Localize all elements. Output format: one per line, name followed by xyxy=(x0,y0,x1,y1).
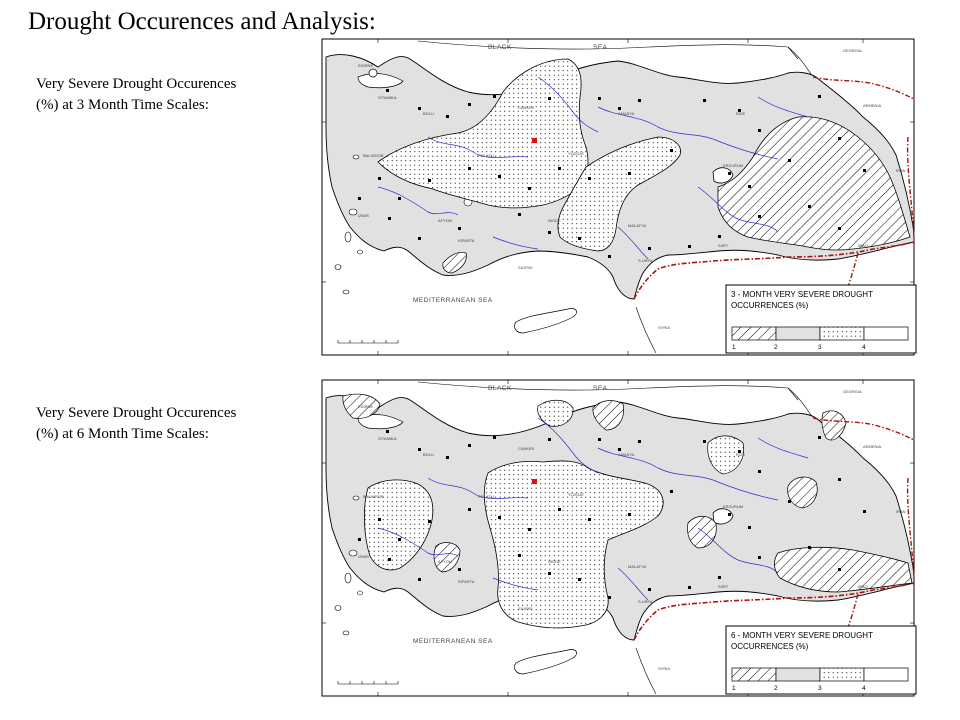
svg-text:MALATYA: MALATYA xyxy=(628,564,647,569)
caption-6-month-line2: (%) at 6 Month Time Scales: xyxy=(36,426,209,442)
svg-text:ISTANBUL: ISTANBUL xyxy=(378,95,398,100)
svg-text:YOZGAT: YOZGAT xyxy=(568,151,585,156)
legend-6-month xyxy=(726,626,916,694)
legend-label-1: 1 xyxy=(732,344,736,351)
label-iran: IRAN xyxy=(896,168,906,173)
svg-text:SIIRT: SIIRT xyxy=(718,584,729,589)
svg-text:BALIKESIR: BALIKESIR xyxy=(363,153,384,158)
legend-label-1: 1 xyxy=(732,685,736,692)
legend-title-line2: OCCURRENCES (%) xyxy=(731,642,809,651)
label-iran: IRAN xyxy=(896,509,906,514)
label-syria: SYRIA xyxy=(658,666,671,671)
svg-text:ERZURUM: ERZURUM xyxy=(723,163,743,168)
caption-6-month xyxy=(36,403,306,445)
svg-text:AMASYA: AMASYA xyxy=(618,111,635,116)
drought-map-6-month xyxy=(318,378,918,698)
caption-6-month-line1: Very Severe Drought Occurences xyxy=(36,405,237,421)
legend-swatch-class4 xyxy=(864,327,908,340)
legend-label-4: 4 xyxy=(862,685,866,692)
svg-text:ISPARTA: ISPARTA xyxy=(458,238,475,243)
legend-swatch-class4 xyxy=(864,668,908,681)
legend-label-3: 3 xyxy=(818,685,822,692)
ankara-capital-marker xyxy=(532,479,537,484)
label-black: BLACK xyxy=(488,44,512,51)
svg-text:IZMIR: IZMIR xyxy=(358,213,369,218)
legend-label-3: 3 xyxy=(818,344,822,351)
svg-text:NIGDE: NIGDE xyxy=(548,559,561,564)
label-sea: SEA xyxy=(593,385,608,392)
legend-title-line2: OCCURRENCES (%) xyxy=(731,301,809,310)
svg-text:SIIRT: SIIRT xyxy=(718,243,729,248)
svg-text:CANKIRI: CANKIRI xyxy=(518,446,535,451)
svg-text:AFYON: AFYON xyxy=(438,218,452,223)
svg-text:S.URFA: S.URFA xyxy=(638,258,653,263)
legend-title-line1: 3 - MONTH VERY SEVERE DROUGHT xyxy=(731,290,873,299)
label-black: BLACK xyxy=(488,385,512,392)
svg-text:S.URFA: S.URFA xyxy=(638,599,653,604)
legend-swatch-class3 xyxy=(820,668,864,681)
caption-3-month-line1: Very Severe Drought Occurences xyxy=(36,76,237,92)
label-mediterranean: MEDITERRANEAN SEA xyxy=(413,638,493,645)
svg-text:ERZURUM: ERZURUM xyxy=(723,504,743,509)
svg-text:AMASYA: AMASYA xyxy=(618,452,635,457)
svg-text:NIGDE: NIGDE xyxy=(548,218,561,223)
legend-title-line1: 6 - MONTH VERY SEVERE DROUGHT xyxy=(731,631,873,640)
svg-text:BOLU: BOLU xyxy=(423,111,434,116)
svg-text:EDIRNE: EDIRNE xyxy=(358,63,374,68)
legend-label-2: 2 xyxy=(774,344,778,351)
slide-title: Drought Occurences and Analysis: xyxy=(28,8,376,35)
label-mediterranean: MEDITERRANEAN SEA xyxy=(413,297,493,304)
caption-3-month xyxy=(36,74,306,116)
svg-text:BOLU: BOLU xyxy=(423,452,434,457)
label-iraq: IRAQ xyxy=(858,243,868,248)
svg-text:AFYON: AFYON xyxy=(438,559,452,564)
label-sea: SEA xyxy=(593,44,608,51)
legend-label-4: 4 xyxy=(862,344,866,351)
svg-text:POLATLI: POLATLI xyxy=(478,494,495,499)
svg-text:ISPARTA: ISPARTA xyxy=(458,579,475,584)
svg-text:RIZE: RIZE xyxy=(736,111,746,116)
label-georgia: GEORGIA xyxy=(843,48,862,53)
legend-swatch-class1 xyxy=(732,668,776,681)
legend-label-2: 2 xyxy=(774,685,778,692)
legend-3-month xyxy=(726,285,916,353)
label-armenia: ARMENIA xyxy=(863,444,882,449)
legend-swatch-class2 xyxy=(776,327,820,340)
svg-text:POLATLI: POLATLI xyxy=(478,153,495,158)
lake-istanbul xyxy=(369,69,377,77)
caption-3-month-line2: (%) at 3 Month Time Scales: xyxy=(36,97,209,113)
svg-text:MALATYA: MALATYA xyxy=(628,223,647,228)
svg-text:RIZE: RIZE xyxy=(736,452,746,457)
label-iraq: IRAQ xyxy=(858,584,868,589)
svg-text:IZMIR: IZMIR xyxy=(358,554,369,559)
svg-text:SILIFKE: SILIFKE xyxy=(518,606,533,611)
svg-text:CANKIRI: CANKIRI xyxy=(518,105,535,110)
svg-text:SILIFKE: SILIFKE xyxy=(518,265,533,270)
svg-text:YOZGAT: YOZGAT xyxy=(568,492,585,497)
legend-swatch-class1 xyxy=(732,327,776,340)
svg-text:ISTANBUL: ISTANBUL xyxy=(378,436,398,441)
drought-map-3-month xyxy=(318,37,918,357)
ankara-capital-marker xyxy=(532,138,537,143)
label-syria: SYRIA xyxy=(658,325,671,330)
label-georgia: GEORGIA xyxy=(843,389,862,394)
label-armenia: ARMENIA xyxy=(863,103,882,108)
legend-swatch-class2 xyxy=(776,668,820,681)
svg-text:EDIRNE: EDIRNE xyxy=(358,404,374,409)
legend-swatch-class3 xyxy=(820,327,864,340)
svg-text:BALIKESIR: BALIKESIR xyxy=(363,494,384,499)
